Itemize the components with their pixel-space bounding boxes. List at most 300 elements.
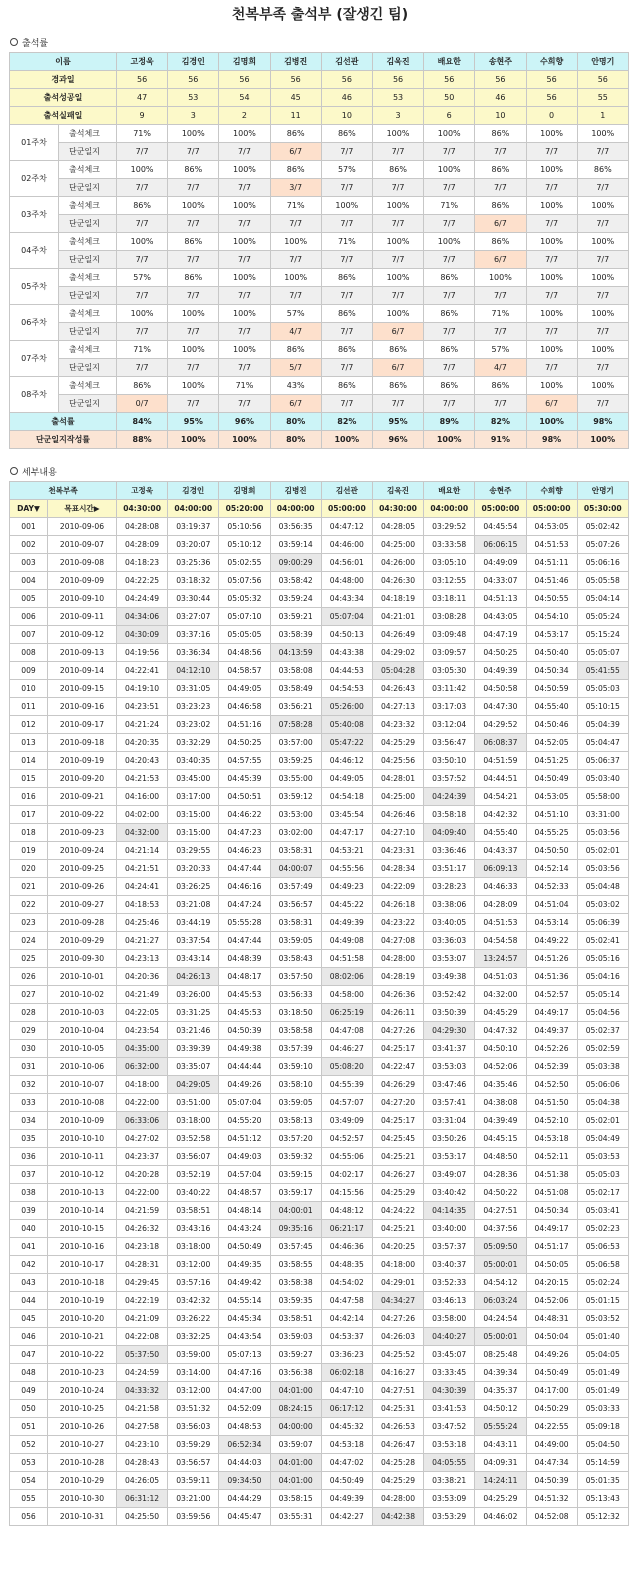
- stat-value: 56: [526, 89, 577, 107]
- wake-time: 04:05:55: [424, 1454, 475, 1472]
- wake-time: 03:53:29: [424, 1508, 475, 1526]
- wake-time: 03:40:00: [424, 1220, 475, 1238]
- day-row: [10, 608, 629, 626]
- wake-time: 04:50:59: [526, 680, 577, 698]
- wake-time: 04:02:00: [117, 806, 168, 824]
- wake-time: 04:45:39: [219, 770, 270, 788]
- day-number: 050: [10, 1400, 48, 1418]
- wake-time: 03:42:32: [168, 1292, 219, 1310]
- wake-time: 04:01:00: [270, 1382, 321, 1400]
- check-value: 57%: [475, 341, 526, 359]
- diary-value: 7/7: [117, 251, 168, 269]
- wake-time: 03:20:07: [168, 536, 219, 554]
- day-number: 008: [10, 644, 48, 662]
- member-name: 송현주: [475, 53, 526, 71]
- wake-time: 04:25:28: [372, 1454, 423, 1472]
- diary-label: 단군일지: [59, 395, 117, 413]
- wake-time: 05:02:37: [577, 1022, 628, 1040]
- week-check-row: [10, 161, 629, 179]
- wake-time: 05:07:56: [219, 572, 270, 590]
- wake-time: 03:31:25: [168, 1004, 219, 1022]
- diary-label: 단군일지: [59, 215, 117, 233]
- wake-time: 03:47:46: [424, 1076, 475, 1094]
- wake-time: 04:52:26: [526, 1040, 577, 1058]
- wake-time: 03:21:08: [168, 896, 219, 914]
- wake-time: 03:39:39: [168, 1040, 219, 1058]
- wake-time: 04:49:05: [219, 680, 270, 698]
- check-value: 100%: [117, 233, 168, 251]
- wake-time: 04:21:09: [117, 1310, 168, 1328]
- day-row: [10, 716, 629, 734]
- wake-time: 03:05:10: [424, 554, 475, 572]
- wake-time: 04:49:03: [219, 1148, 270, 1166]
- wake-time: 04:27:08: [372, 932, 423, 950]
- wake-time: 04:58:00: [321, 986, 372, 1004]
- week-diary-row: [10, 215, 629, 233]
- wake-time: 03:58:39: [270, 626, 321, 644]
- wake-time: 03:45:07: [424, 1346, 475, 1364]
- check-value: 86%: [321, 269, 372, 287]
- wake-time: 03:18:50: [270, 1004, 321, 1022]
- day-row: [10, 1292, 629, 1310]
- wake-time: 13:24:57: [475, 950, 526, 968]
- wake-time: 05:08:20: [321, 1058, 372, 1076]
- date: 2010-09-11: [48, 608, 117, 626]
- member-name: 고정욱: [117, 53, 168, 71]
- wake-time: 05:05:03: [577, 1166, 628, 1184]
- wake-time: 04:52:57: [321, 1130, 372, 1148]
- wake-time: 04:01:00: [270, 1454, 321, 1472]
- wake-time: 05:06:39: [577, 914, 628, 932]
- wake-time: 03:52:33: [424, 1274, 475, 1292]
- wake-time: 03:59:12: [270, 788, 321, 806]
- wake-time: 04:24:59: [117, 1364, 168, 1382]
- wake-time: 04:29:05: [168, 1076, 219, 1094]
- stat-value: 56: [117, 71, 168, 89]
- wake-time: 03:57:37: [424, 1238, 475, 1256]
- day-number: 048: [10, 1364, 48, 1382]
- wake-time: 04:27:51: [475, 1202, 526, 1220]
- wake-time: 06:32:00: [117, 1058, 168, 1076]
- stat-value: 11: [270, 107, 321, 125]
- check-value: 86%: [372, 377, 423, 395]
- day-number: 023: [10, 914, 48, 932]
- wake-time: 04:20:25: [372, 1238, 423, 1256]
- wake-time: 04:53:14: [526, 914, 577, 932]
- wake-time: 04:25:29: [475, 1490, 526, 1508]
- check-label: 출석체크: [59, 341, 117, 359]
- wake-time: 05:04:38: [577, 1094, 628, 1112]
- day-row: [10, 1274, 629, 1292]
- wake-time: 04:50:39: [219, 1022, 270, 1040]
- diary-label: 단군일지: [59, 287, 117, 305]
- check-value: 100%: [372, 197, 423, 215]
- wake-time: 03:21:00: [168, 1490, 219, 1508]
- wake-time: 03:40:37: [424, 1256, 475, 1274]
- wake-time: 04:51:10: [526, 806, 577, 824]
- day-row: [10, 1472, 629, 1490]
- wake-time: 03:53:18: [424, 1436, 475, 1454]
- wake-time: 04:49:08: [321, 932, 372, 950]
- check-label: 출석체크: [59, 161, 117, 179]
- diary-value: 7/7: [424, 143, 475, 161]
- check-value: 86%: [270, 125, 321, 143]
- rate-value: 89%: [424, 413, 475, 431]
- detail-header-row: [10, 482, 629, 500]
- wake-time: 03:53:09: [424, 1490, 475, 1508]
- wake-time: 04:39:34: [475, 1364, 526, 1382]
- wake-time: 04:22:05: [117, 1004, 168, 1022]
- wake-time: 04:50:12: [475, 1400, 526, 1418]
- day-row: [10, 1202, 629, 1220]
- day-row: [10, 590, 629, 608]
- day-number: 037: [10, 1166, 48, 1184]
- wake-time: 04:25:45: [372, 1130, 423, 1148]
- day-number: 033: [10, 1094, 48, 1112]
- check-value: 86%: [168, 161, 219, 179]
- date: 2010-09-16: [48, 698, 117, 716]
- diary-rate-value: 100%: [219, 431, 270, 449]
- wake-time: 04:51:17: [526, 1238, 577, 1256]
- summary-table: [9, 52, 629, 449]
- wake-time: 03:51:00: [168, 1094, 219, 1112]
- wake-time: 04:21:14: [117, 842, 168, 860]
- wake-time: 05:03:52: [577, 1310, 628, 1328]
- diary-value: 7/7: [372, 395, 423, 413]
- wake-time: 04:18:23: [117, 554, 168, 572]
- week-diary-row: [10, 323, 629, 341]
- wake-time: 04:50:55: [526, 590, 577, 608]
- member-name: 김병진: [270, 482, 321, 500]
- week-diary-row: [10, 179, 629, 197]
- date: 2010-09-29: [48, 932, 117, 950]
- date: 2010-10-15: [48, 1220, 117, 1238]
- wake-time: 04:49:39: [475, 662, 526, 680]
- day-sort-header[interactable]: DAY▼: [10, 500, 48, 518]
- wake-time: 06:31:12: [117, 1490, 168, 1508]
- wake-time: 03:33:45: [424, 1364, 475, 1382]
- stat-value: 10: [475, 107, 526, 125]
- member-name: 김선관: [321, 53, 372, 71]
- day-number: 051: [10, 1418, 48, 1436]
- wake-time: 04:49:17: [526, 1220, 577, 1238]
- day-number: 003: [10, 554, 48, 572]
- wake-time: 06:06:15: [475, 536, 526, 554]
- check-value: 86%: [321, 305, 372, 323]
- wake-time: 04:52:09: [219, 1400, 270, 1418]
- date: 2010-09-18: [48, 734, 117, 752]
- wake-time: 04:51:13: [475, 590, 526, 608]
- wake-time: 03:53:17: [424, 1148, 475, 1166]
- wake-time: 04:51:53: [475, 914, 526, 932]
- wake-time: 04:54:21: [475, 788, 526, 806]
- day-number: 024: [10, 932, 48, 950]
- wake-time: 04:49:23: [321, 878, 372, 896]
- wake-time: 04:55:06: [321, 1148, 372, 1166]
- target-row: [10, 500, 629, 518]
- wake-time: 04:52:14: [526, 860, 577, 878]
- day-number: 005: [10, 590, 48, 608]
- day-number: 016: [10, 788, 48, 806]
- stat-value: 56: [372, 71, 423, 89]
- diary-value: 7/7: [117, 287, 168, 305]
- day-row: [10, 878, 629, 896]
- wake-time: 04:28:00: [372, 950, 423, 968]
- wake-time: 03:59:15: [270, 1166, 321, 1184]
- wake-time: 04:32:00: [117, 824, 168, 842]
- date: 2010-09-28: [48, 914, 117, 932]
- wake-time: 03:57:52: [424, 770, 475, 788]
- wake-time: 04:25:00: [372, 536, 423, 554]
- wake-time: 04:28:01: [372, 770, 423, 788]
- wake-time: 05:01:35: [577, 1472, 628, 1490]
- date: 2010-10-02: [48, 986, 117, 1004]
- day-number: 031: [10, 1058, 48, 1076]
- wake-time: 03:47:52: [424, 1418, 475, 1436]
- wake-time: 04:49:05: [321, 770, 372, 788]
- wake-time: 03:57:45: [270, 1238, 321, 1256]
- wake-time: 04:02:17: [321, 1166, 372, 1184]
- member-name: 안명기: [577, 53, 628, 71]
- wake-time: 04:52:06: [475, 1058, 526, 1076]
- wake-time: 05:15:24: [577, 626, 628, 644]
- check-value: 86%: [424, 305, 475, 323]
- wake-time: 05:47:22: [321, 734, 372, 752]
- wake-time: 04:51:38: [526, 1166, 577, 1184]
- wake-time: 03:17:03: [424, 698, 475, 716]
- wake-time: 03:31:05: [168, 680, 219, 698]
- wake-time: 03:56:07: [168, 1148, 219, 1166]
- wake-time: 05:03:41: [577, 1202, 628, 1220]
- diary-value: 4/7: [475, 359, 526, 377]
- diary-value: 4/7: [270, 323, 321, 341]
- wake-time: 03:51:17: [424, 860, 475, 878]
- stat-value: 47: [117, 89, 168, 107]
- wake-time: 05:07:04: [219, 1094, 270, 1112]
- wake-time: 04:24:22: [372, 1202, 423, 1220]
- wake-time: 04:50:39: [526, 1472, 577, 1490]
- day-row: [10, 1346, 629, 1364]
- check-value: 86%: [424, 341, 475, 359]
- wake-time: 04:57:55: [219, 752, 270, 770]
- wake-time: 04:28:05: [372, 518, 423, 536]
- day-number: 017: [10, 806, 48, 824]
- wake-time: 04:26:47: [372, 1436, 423, 1454]
- wake-time: 05:06:53: [577, 1238, 628, 1256]
- day-number: 007: [10, 626, 48, 644]
- wake-time: 05:00:01: [475, 1256, 526, 1274]
- wake-time: 04:23:13: [117, 950, 168, 968]
- wake-time: 03:25:36: [168, 554, 219, 572]
- date: 2010-09-26: [48, 878, 117, 896]
- diary-value: 6/7: [475, 215, 526, 233]
- day-number: 032: [10, 1076, 48, 1094]
- wake-time: 04:47:10: [321, 1382, 372, 1400]
- wake-time: 04:55:40: [475, 824, 526, 842]
- stat-value: 56: [168, 71, 219, 89]
- day-number: 012: [10, 716, 48, 734]
- day-row: [10, 932, 629, 950]
- day-number: 004: [10, 572, 48, 590]
- wake-time: 04:23:54: [117, 1022, 168, 1040]
- wake-time: 04:28:19: [372, 968, 423, 986]
- wake-time: 04:51:03: [475, 968, 526, 986]
- wake-time: 04:42:14: [321, 1310, 372, 1328]
- wake-time: 05:07:13: [219, 1346, 270, 1364]
- wake-time: 04:51:25: [526, 752, 577, 770]
- wake-time: 03:51:32: [168, 1400, 219, 1418]
- wake-time: 04:44:29: [219, 1490, 270, 1508]
- wake-time: 04:22:25: [117, 572, 168, 590]
- wake-time: 03:38:06: [424, 896, 475, 914]
- wake-time: 05:09:50: [475, 1238, 526, 1256]
- wake-time: 04:22:09: [372, 878, 423, 896]
- wake-time: 05:06:16: [577, 554, 628, 572]
- wake-time: 04:46:02: [475, 1508, 526, 1526]
- wake-time: 09:35:16: [270, 1220, 321, 1238]
- rate-value: 82%: [321, 413, 372, 431]
- stat-value: 56: [424, 71, 475, 89]
- wake-time: 05:02:55: [219, 554, 270, 572]
- wake-time: 04:25:29: [372, 1472, 423, 1490]
- wake-time: 04:20:15: [526, 1274, 577, 1292]
- wake-time: 04:55:40: [526, 698, 577, 716]
- wake-time: 04:48:35: [321, 1256, 372, 1274]
- day-number: 014: [10, 752, 48, 770]
- wake-time: 04:54:53: [321, 680, 372, 698]
- stat-value: 3: [168, 107, 219, 125]
- diary-value: 7/7: [168, 215, 219, 233]
- wake-time: 04:25:46: [117, 914, 168, 932]
- day-row: [10, 1400, 629, 1418]
- check-value: 100%: [219, 197, 270, 215]
- wake-time: 03:02:00: [270, 824, 321, 842]
- wake-time: 03:59:25: [270, 752, 321, 770]
- diary-value: 7/7: [168, 395, 219, 413]
- wake-time: 04:51:50: [526, 1094, 577, 1112]
- wake-time: 04:49:22: [526, 932, 577, 950]
- diary-value: 7/7: [424, 251, 475, 269]
- week-check-row: [10, 269, 629, 287]
- day-number: 038: [10, 1184, 48, 1202]
- wake-time: 04:35:37: [475, 1382, 526, 1400]
- target-time: 04:00:00: [270, 500, 321, 518]
- wake-time: 05:05:07: [577, 644, 628, 662]
- wake-time: 04:24:54: [475, 1310, 526, 1328]
- wake-time: 08:02:06: [321, 968, 372, 986]
- circle-bullet-icon: [10, 38, 18, 46]
- wake-time: 04:29:30: [424, 1022, 475, 1040]
- wake-time: 03:12:55: [424, 572, 475, 590]
- check-value: 100%: [526, 377, 577, 395]
- wake-time: 05:06:58: [577, 1256, 628, 1274]
- wake-time: 04:26:49: [372, 626, 423, 644]
- wake-time: 05:06:06: [577, 1076, 628, 1094]
- check-value: 71%: [219, 377, 270, 395]
- diary-value: 7/7: [321, 251, 372, 269]
- target-time: 04:00:00: [168, 500, 219, 518]
- check-label: 출석체크: [59, 197, 117, 215]
- week-check-row: [10, 125, 629, 143]
- diary-label: 단군일지: [59, 359, 117, 377]
- week-label: 06주차: [10, 305, 59, 341]
- day-row: [10, 518, 629, 536]
- wake-time: 03:59:29: [168, 1436, 219, 1454]
- wake-time: 03:30:44: [168, 590, 219, 608]
- wake-time: 03:52:19: [168, 1166, 219, 1184]
- wake-time: 04:46:12: [321, 752, 372, 770]
- wake-time: 05:40:08: [321, 716, 372, 734]
- wake-time: 04:50:22: [475, 1184, 526, 1202]
- wake-time: 04:17:00: [526, 1382, 577, 1400]
- diary-label: 단군일지: [59, 143, 117, 161]
- wake-time: 04:30:09: [117, 626, 168, 644]
- wake-time: 03:12:00: [168, 1382, 219, 1400]
- wake-time: 05:05:32: [219, 590, 270, 608]
- stat-value: 56: [526, 71, 577, 89]
- date: 2010-09-06: [48, 518, 117, 536]
- wake-time: 05:06:37: [577, 752, 628, 770]
- wake-time: 04:26:30: [372, 572, 423, 590]
- wake-time: 04:20:43: [117, 752, 168, 770]
- wake-time: 03:32:29: [168, 734, 219, 752]
- wake-time: 04:52:06: [526, 1292, 577, 1310]
- wake-time: 03:27:07: [168, 608, 219, 626]
- name-header: 이름: [10, 53, 117, 71]
- day-row: [10, 680, 629, 698]
- wake-time: 03:35:07: [168, 1058, 219, 1076]
- wake-time: 05:09:18: [577, 1418, 628, 1436]
- day-row: [10, 1040, 629, 1058]
- wake-time: 04:25:50: [117, 1508, 168, 1526]
- wake-time: 06:33:06: [117, 1112, 168, 1130]
- wake-time: 03:37:16: [168, 626, 219, 644]
- target-time: 05:30:00: [577, 500, 628, 518]
- date: 2010-10-17: [48, 1256, 117, 1274]
- wake-time: 04:46:58: [219, 698, 270, 716]
- wake-time: 03:46:13: [424, 1292, 475, 1310]
- wake-time: 04:45:53: [219, 1004, 270, 1022]
- wake-time: 03:09:57: [424, 644, 475, 662]
- check-value: 100%: [219, 161, 270, 179]
- diary-value: 7/7: [372, 179, 423, 197]
- stat-row: [10, 107, 629, 125]
- stat-value: 56: [321, 71, 372, 89]
- date: 2010-10-11: [48, 1148, 117, 1166]
- day-row: [10, 626, 629, 644]
- wake-time: 03:18:00: [168, 1112, 219, 1130]
- wake-time: 03:58:31: [270, 842, 321, 860]
- wake-time: 04:47:08: [321, 1022, 372, 1040]
- wake-time: 04:55:20: [219, 1112, 270, 1130]
- stat-value: 1: [577, 107, 628, 125]
- wake-time: 05:26:00: [321, 698, 372, 716]
- day-row: [10, 788, 629, 806]
- week-check-row: [10, 377, 629, 395]
- wake-time: 04:26:00: [372, 554, 423, 572]
- check-value: 100%: [526, 233, 577, 251]
- date: 2010-10-25: [48, 1400, 117, 1418]
- wake-time: 04:40:27: [424, 1328, 475, 1346]
- day-number: 040: [10, 1220, 48, 1238]
- wake-time: 05:14:59: [577, 1454, 628, 1472]
- diary-value: 7/7: [526, 215, 577, 233]
- week-diary-row: [10, 359, 629, 377]
- stat-value: 53: [168, 89, 219, 107]
- date: 2010-09-27: [48, 896, 117, 914]
- week-diary-row: [10, 287, 629, 305]
- diary-value: 7/7: [475, 143, 526, 161]
